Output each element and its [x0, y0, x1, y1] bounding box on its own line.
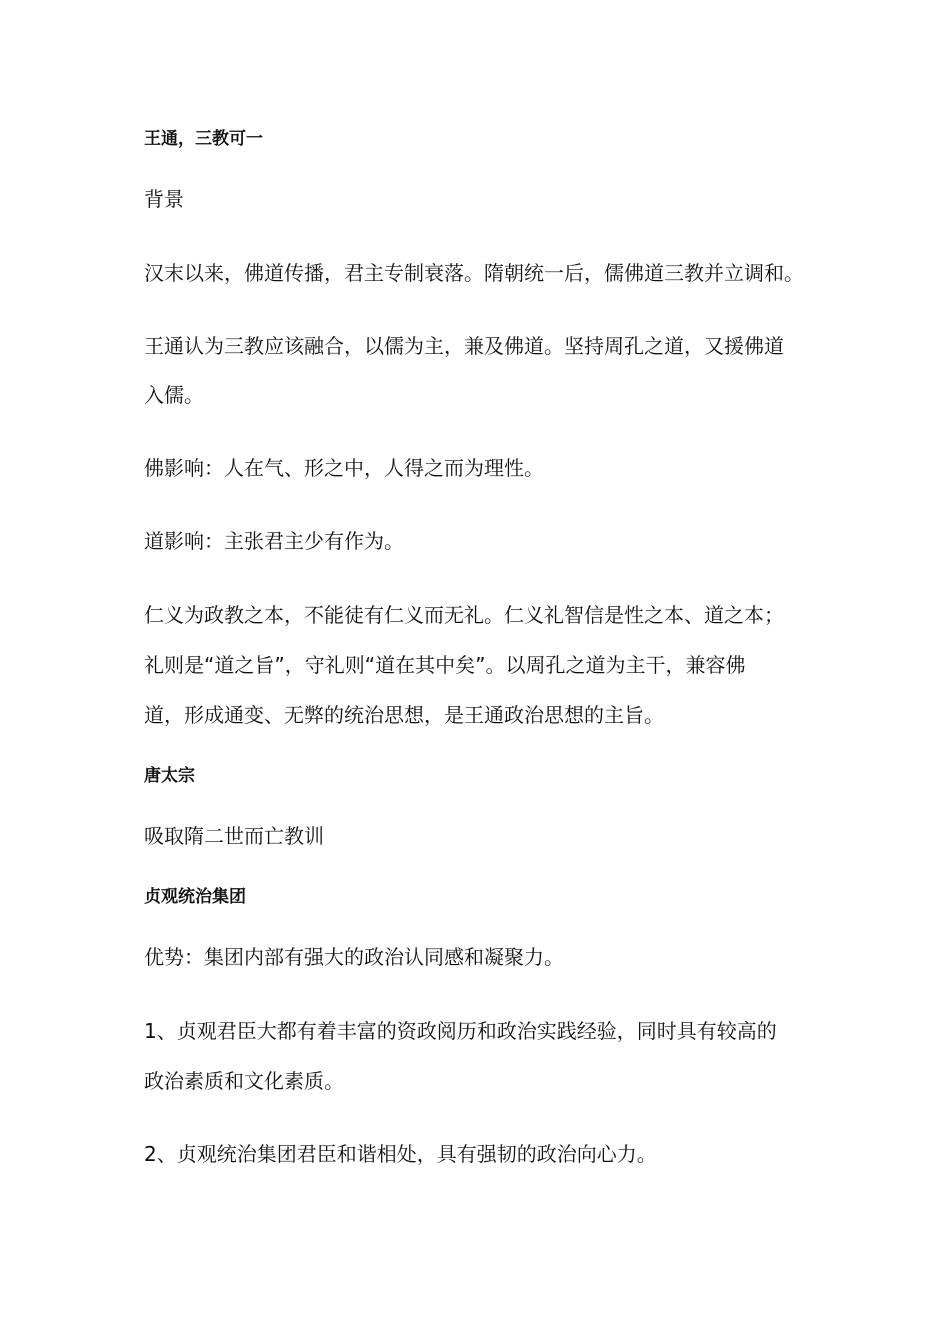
paragraph-wangtong-line-1: 王通认为三教应该融合，以儒为主，兼及佛道。坚持周孔之道，又援佛道	[144, 334, 784, 358]
paragraph-daoist-influence: 道影响：主张君主少有作为。	[144, 529, 404, 553]
heading-tang-taizong: 唐太宗	[144, 766, 195, 786]
paragraph-benevolence-line-3: 道，形成通变、无弊的统治思想，是王通政治思想的主旨。	[144, 703, 664, 727]
list-item-2: 2、贞观统治集团君臣和谐相处，具有强韧的政治向心力。	[144, 1142, 657, 1166]
paragraph-benevolence-line-2: 礼则是“道之旨”，守礼则“道在其中矣”。以周孔之道为主干，兼容佛	[144, 653, 746, 677]
paragraph-buddhist-influence: 佛影响：人在气、形之中，人得之而为理性。	[144, 456, 544, 480]
heading-zhenguan-group: 贞观统治集团	[144, 887, 246, 907]
heading-wangtong: 王通，三教可一	[144, 129, 263, 149]
list-item-1-line-1: 1、贞观君臣大都有着丰富的资政阅历和政治实践经验，同时具有较高的	[144, 1019, 777, 1043]
paragraph-wangtong-line-2: 入儒。	[144, 383, 204, 407]
section-background: 背景	[144, 187, 184, 211]
paragraph-benevolence-line-1: 仁义为政教之本，不能徒有仁义而无礼。仁义礼智信是性之本、道之本；	[144, 603, 784, 627]
list-item-1-line-2: 政治素质和文化素质。	[144, 1069, 344, 1093]
paragraph-advantage: 优势：集团内部有强大的政治认同感和凝聚力。	[144, 945, 564, 969]
section-lesson: 吸取隋二世而亡教训	[144, 824, 324, 848]
paragraph-history: 汉末以来，佛道传播，君主专制衰落。隋朝统一后，儒佛道三教并立调和。	[144, 261, 804, 285]
